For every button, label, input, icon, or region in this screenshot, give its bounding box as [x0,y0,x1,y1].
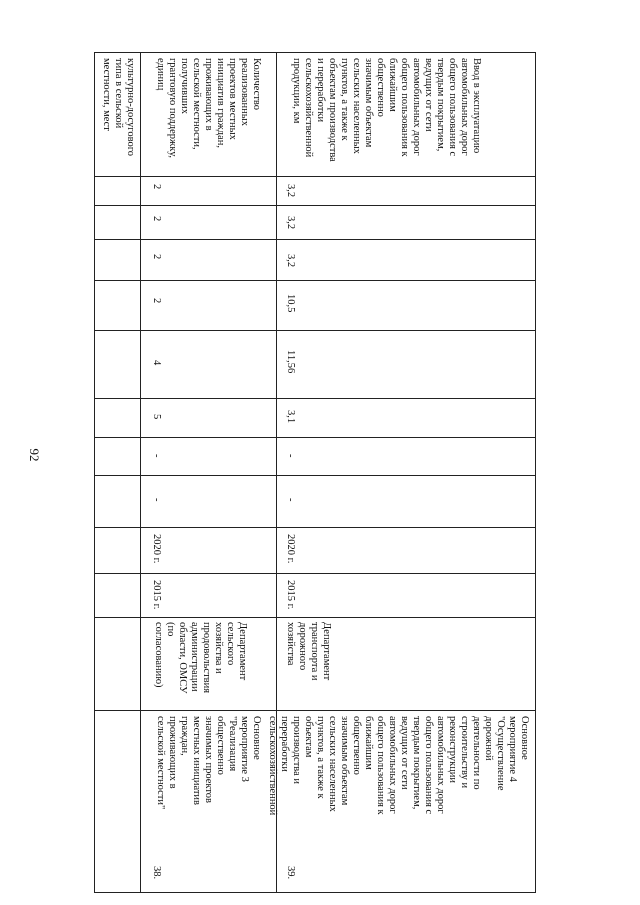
col-divider-7 [94,437,535,438]
row-39-v2: - [285,454,296,458]
col-divider-3 [94,239,535,240]
row-39-activity: Основное мероприятие 4 "Осуществление дорожной деятельности по строительству и реконструкции автомобильных дорог общего пользования с твердым покрытием, ведущих от сети автомобильных дорог общего пользования к ближайшим общественно значимым объектам сельских населенных пунктов, а также к объектам производства и переработки сельскохозяйственной [267,716,530,816]
col-divider-4 [94,280,535,281]
row-39-v6: 3,2 [285,254,296,268]
col-divider-9 [94,527,535,528]
page-number: 92 [27,448,42,462]
row-38-v8: 2 [151,184,162,190]
row-39-v8: 3,2 [285,184,296,198]
row-39-num: 39. [285,866,296,880]
top-row-indicator: культурно-досугового типа в сельской местности, мест [101,58,136,157]
row-38-executor: Департамент сельского хозяйства и продовольствия администрации области, ОМСУ (по согласованию) [153,622,248,694]
row-39-v5: 10,5 [285,294,296,313]
row-38-v7: 2 [151,216,162,222]
row-38-v5: 2 [151,298,162,304]
col-divider-5 [94,330,535,331]
row-divider-1 [140,52,141,893]
col-divider-11 [94,617,535,618]
table-border-bottom [94,892,535,893]
row-38-v1: - [151,498,162,502]
row-38-v6: 2 [151,254,162,260]
row-38-v2: - [151,454,162,458]
row-39-start: 2015 г. [285,580,296,610]
row-38-activity: Основное мероприятие 3 "Реализация общественно значимых проектов местных инициатив граждан, проживающих в сельской местности" [155,716,262,810]
row-39-v7: 3,2 [285,216,296,230]
table-border-left [94,52,95,893]
col-divider-8 [94,475,535,476]
col-divider-10 [94,573,535,574]
row-38-end: 2020 г. [151,534,162,564]
row-38-start: 2015 г. [151,580,162,610]
row-38-indicator: Количество реализованных проектов местных инициатив граждан, проживающих в сельской местности, получивших грантовую поддержку, единиц [155,58,262,159]
row-38-v3: 5 [151,414,162,420]
row-39-v4: 11,56 [285,350,296,374]
row-39-v1: - [285,498,296,502]
table-border-right [535,52,536,893]
row-38-v4: 4 [151,360,162,366]
row-39-executor: Департамент транспорта и дорожного хозяйства [285,622,332,681]
col-divider-6 [94,398,535,399]
row-39-indicator: Ввод в эксплуатацию автомобильных дорог общего пользования с твердым покрытием, ведущих от сети автомобильных дорог общего пользования к ближайшим общественно значимым объектам сельских населенных пунктов, а также к объектам производства и переработки сельскохозяйственной продукции, км [291,58,482,162]
table-border-top [94,52,535,53]
row-39-end: 2020 г. [285,534,296,564]
row-39-v3: 3,1 [285,410,296,424]
col-divider-12 [94,710,535,711]
row-38-num: 38. [151,866,162,880]
col-divider-2 [94,205,535,206]
col-divider-1 [94,176,535,177]
